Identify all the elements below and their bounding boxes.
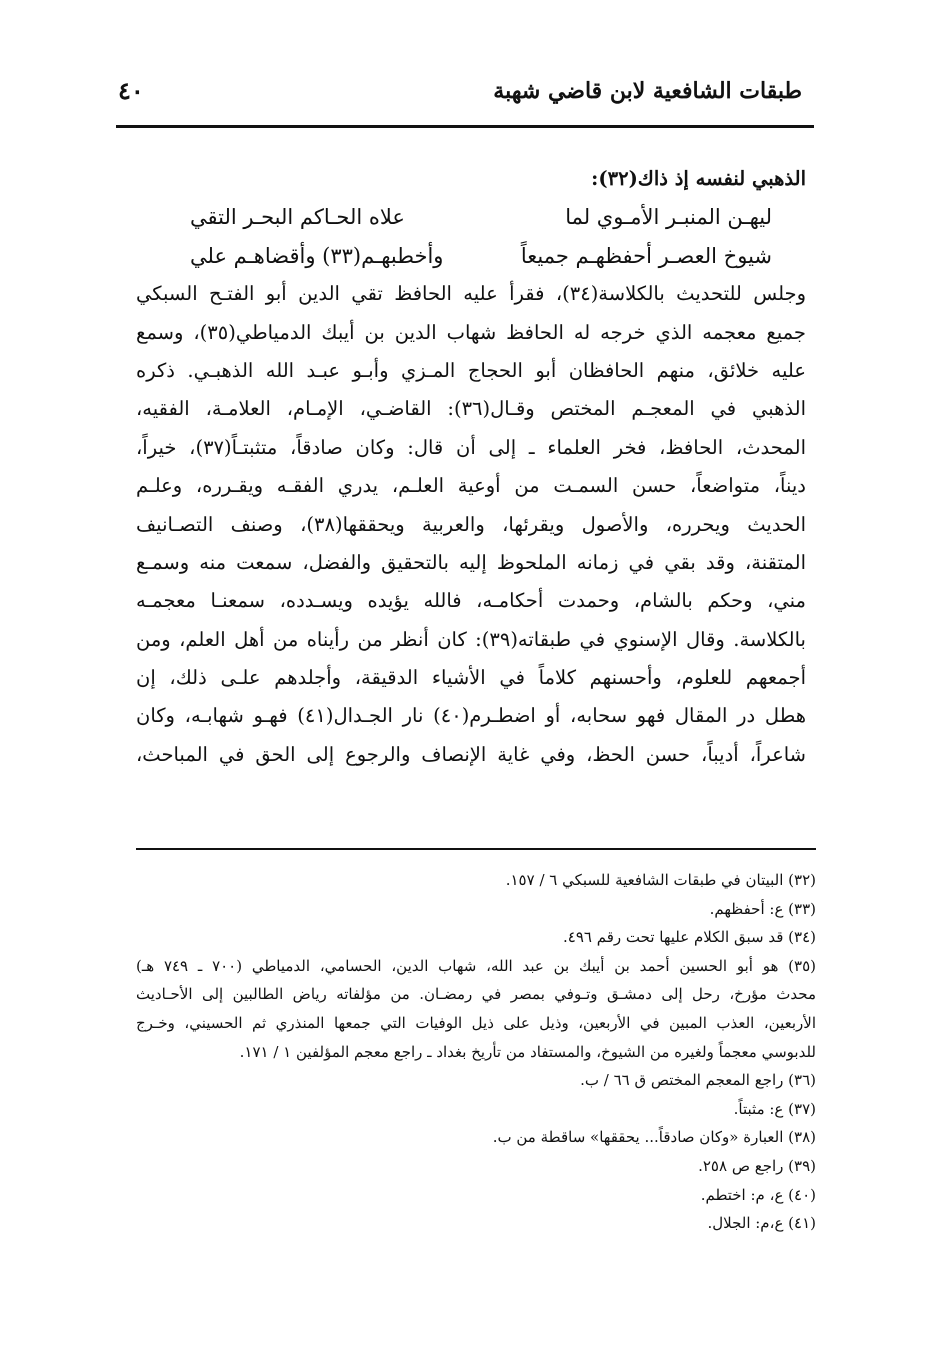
text-line: جميع معجمه الذي خرجه له الحافظ شهاب الدين بن أيبك الدمياطي(٣٥)، وسمع [136, 320, 806, 344]
page-number: ٤٠ [118, 76, 144, 105]
footnote: (٤١) ع،م: الجلال. [707, 1214, 816, 1233]
footnote: (٣٦) راجع المعجم المختص ق ٦٦ / ب. [580, 1071, 816, 1090]
text-line: مني، وحكم بالشام، وحمدت أحكامـه، فالله يؤيده ويسـدده، سمعنـا معجمـه [136, 589, 806, 613]
footnote: (٣٣) ع: أحفظهم. [709, 899, 816, 918]
footnote: (٣٩) راجع ص ٢٥٨. [698, 1156, 816, 1175]
text-line: وجلس للتحديث بالكلاسة(٣٤)، فقرأ عليه الحافظ تقي الدين أبو الفتـح السبكي [136, 282, 806, 306]
header-title: طبقات الشافعية لابن قاضي شهبة [493, 78, 802, 104]
verse-second-hemistich: علاه الحـاكم البحـر التقي [190, 205, 405, 230]
verse-line [136, 198, 806, 236]
text-line: أجمعهم للعلوم، وأحسنهم كلاماً في الأشياء الدقيقة، وأجلدهم علـى ذلك، إن [136, 666, 806, 690]
footnote-continuation: محدث مؤرخ، رحل إلى دمشـق وتـوفي بمصر في رمضـان. من مؤلفاته رياض الطالبين إلى الأحـاديث [136, 985, 816, 1004]
text-line: المحدث، الحافظ، فخر العلماء ـ إلى أن قال: وكان صادقاً، متثبتـاً(٣٧)، خيراً، [136, 435, 807, 459]
footnotes [136, 866, 816, 1238]
verse-first-hemistich: ليهـن المنبـر الأمـوي لما [565, 205, 772, 230]
header-rule [116, 125, 814, 128]
footnote-continuation: للدبوسي معجماً ولغيره من الشيوخ، والمستفاد من تأريخ بغداد ـ راجع معجم المؤلفين ١ / ١٧١. [239, 1042, 816, 1061]
text-line: المتقنة، وقد بقي في زمانه الملحوظ إليه بالتحقيق والفضل، سمعت منه وسمـع [136, 550, 806, 574]
verse-second-hemistich: وأخطبهـم(٣٣) وأقضاهـم علي [190, 243, 444, 268]
text-line: ديناً، متواضعاً، حسن السمـت من أوعية العلـم، يدري الفقـه ويقـرره، وعلـم [136, 474, 806, 498]
footnote-separator [136, 848, 816, 850]
text-line: الحديث ويحرره، والأصول ويقرئها، والعربية ويحققها(٣٨)، وصنف التصـانيف [136, 512, 806, 536]
verse-first-hemistich: شيوخ العصـر أحفظهـم جميعاً [520, 243, 772, 268]
main-text [136, 160, 806, 774]
footnote: (٣٤) قد سبق الكلام عليها تحت رقم ٤٩٦. [563, 928, 816, 947]
footnote: (٤٠) ع، م: اختطم. [700, 1185, 816, 1204]
text-line: شاعراً، أديباً، حسن الحظ، وفي غاية الإنصاف والرجوع إلى الحق في المباحث، [136, 742, 806, 766]
text-line: الذهبي في المعجـم المختص وقـال(٣٦): القاضـي، الإمـام، العلامـة، الفقيه، [136, 397, 806, 421]
footnote: (٣٧) ع: مثبتاً. [733, 1099, 816, 1118]
footnote: (٣٢) البيتان في طبقات الشافعية للسبكي ٦ / ١٥٧. [505, 871, 816, 889]
text-line: هطل در المقال فهو سحابه، أو اضطـرم(٤٠) نار الجـدال(٤١) فهـو شهابـه، وكان [136, 704, 806, 728]
intro-line: الذهبي لنفسه إذ ذاك(٣٢): [591, 167, 806, 190]
footnote: (٣٨) العبارة «وكان صادقاً... يحققها» ساقطة من ب. [492, 1128, 816, 1147]
verse-line [136, 237, 806, 275]
running-header [118, 66, 802, 116]
footnote: (٣٥) هو أبو الحسين أحمد بن أيبك بن عبد الله، شهاب الدين، الحسامي، الدمياطي (٧٠٠ ـ ٧٤٩ هـ) [136, 956, 816, 975]
text-line: بالكلاسة. وقال الإسنوي في طبقاته(٣٩): كان أنظر من رأيناه من أهل العلم، ومن [136, 627, 806, 651]
text-line: عليه خلائق، منهم الحافظان أبو الحجاج المـزي وأبـو عبـد الله الذهبـي. ذكره [136, 358, 806, 382]
footnote-continuation: الأربعين، العذب المبين في الأربعين، وذيل على ذيل الوفيات التي جمعها المنذري ثم الحسيني، وخـرج [136, 1013, 816, 1032]
